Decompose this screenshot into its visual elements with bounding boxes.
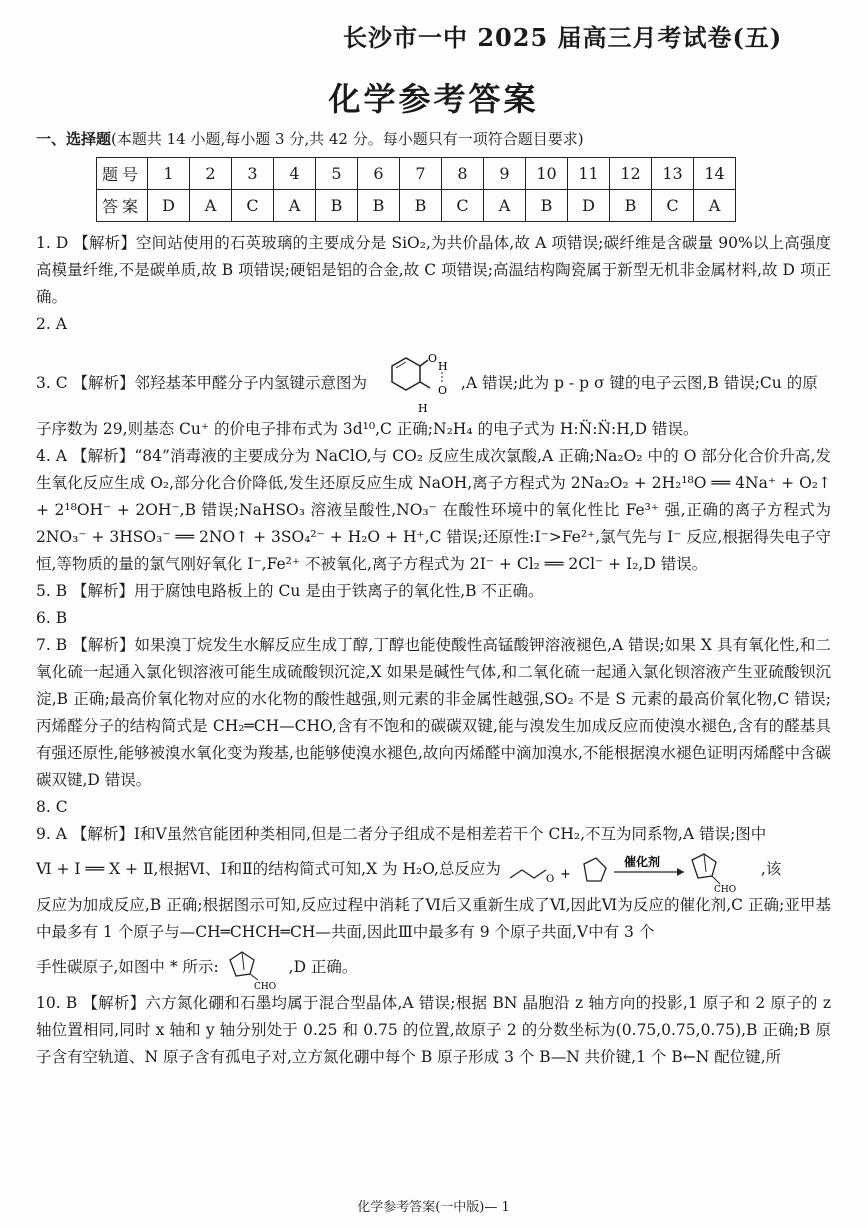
answer-cell: B bbox=[358, 190, 400, 222]
answer-q3 bbox=[36, 352, 831, 443]
number-cell: 8 bbox=[442, 158, 484, 190]
section-note: (本题共 14 小题,每小题 3 分,共 42 分。每小题只有一项符合题目要求) bbox=[111, 130, 584, 148]
o-label: O bbox=[545, 874, 555, 885]
answer-cell: D bbox=[568, 190, 610, 222]
o-label: O bbox=[427, 352, 437, 365]
answer-cell: A bbox=[694, 190, 736, 222]
answer-q10: 10. B 【解析】六方氮化硼和石墨均属于混合型晶体,A 错误;根据 BN 晶胞沿 z 轴方向的投影,1 原子和 2 原子的 z 轴位置相同,同时 x 轴和 y 轴分别处于 0.25 和 0.75 的位置,故原子 2 的分数坐标为(0.75,0.75,0.75),B 正确;B 原子含有空轨道、N 原子含有孤电子对,立方氮化硼中每个 B 原子形成 3 个 B—N 共价键,1 个 B←N 配位键,所 bbox=[36, 994, 831, 1066]
answer-cell: A bbox=[484, 190, 526, 222]
answer-cell: B bbox=[316, 190, 358, 222]
catalyst-label: 催化剂 bbox=[623, 855, 660, 869]
number-cell: 12 bbox=[610, 158, 652, 190]
answer-q6: 6. B bbox=[36, 609, 68, 627]
number-cell: 7 bbox=[400, 158, 442, 190]
number-cell: 6 bbox=[358, 158, 400, 190]
answer-cell: B bbox=[526, 190, 568, 222]
o-label: O bbox=[437, 384, 447, 397]
answer-q5: 5. B 【解析】用于腐蚀电路板上的 Cu 是由于铁离子的氧化性,B 不正确。 bbox=[36, 582, 544, 600]
number-cell: 4 bbox=[274, 158, 316, 190]
number-cell: 11 bbox=[568, 158, 610, 190]
page-footer: 化学参考答案(一中版)— 1 bbox=[357, 1200, 510, 1215]
answer-row bbox=[97, 190, 736, 222]
answer-q1: 1. D 【解析】空间站使用的石英玻璃的主要成分是 SiO₂,为共价晶体,故 A 项错误;碳纤维是含碳量 90%以上高强度高模量纤维,不是碳单质,故 B 项错误;硬铝是铝的合金,故 C 项错误;高温结构陶瓷属于新型无机非金属材料,故 D 项正确。 bbox=[36, 234, 831, 306]
reaction-scheme-icon bbox=[506, 848, 756, 892]
answer-cell: A bbox=[190, 190, 232, 222]
row-label: 题号 bbox=[97, 158, 148, 190]
q9-text-c: ,该 bbox=[760, 860, 782, 878]
answer-q2: 2. A bbox=[36, 315, 67, 333]
school-title: 长沙市一中 2025 届高三月考试卷(五) bbox=[343, 23, 783, 52]
answers-body bbox=[36, 230, 831, 1071]
answer-cell: C bbox=[442, 190, 484, 222]
number-cell: 1 bbox=[148, 158, 190, 190]
answer-q9 bbox=[36, 821, 831, 990]
number-cell: 14 bbox=[694, 158, 736, 190]
q3-text-c: 子序数为 29,则基态 Cu⁺ 的价电子排布式为 3d¹⁰,C 正确;N₂H₄ 的电子式为 H:N̈:N̈:H,D 错误。 bbox=[36, 420, 699, 438]
answer-cell: A bbox=[274, 190, 316, 222]
answer-cell: C bbox=[652, 190, 694, 222]
q9-text-b: Ⅵ + Ⅰ ══ X + Ⅱ,根据Ⅵ、Ⅰ和Ⅱ的结构简式可知,X 为 H₂O,总反应为 bbox=[36, 860, 501, 878]
answer-q7: 7. B 【解析】如果溴丁烷发生水解反应生成丁醇,丁醇也能使酸性高锰酸钾溶液褪色,A 错误;如果 X 具有氧化性,和二氧化硫一起通入氯化钡溶液可能生成硫酸钡沉淀,X 如果是碱性气体,和二氧化硫一起通入氯化钡溶液产生亚硫酸钡沉淀,B 正确;最高价氧化物对应的水化物的酸性越强,则元素的非金属性越强,SO₂ 不是 S 元素的最高价氧化物,C 错误;丙烯醛分子的结构简式是 CH₂═CH—CHO,含有不饱和的碳碳双键,能与溴发生加成反应而使溴水褪色,含有的醛基具有强还原性,能够被溴水氧化变为羧基,也能够使溴水褪色,故向丙烯醛中滴加溴水,不能根据溴水褪色证明丙烯醛中含碳碳双键,D 错误。 bbox=[36, 636, 831, 789]
q9-text-d: 反应为加成反应,B 正确;根据图示可知,反应过程中消耗了Ⅵ后又重新生成了Ⅵ,因此Ⅵ为反应的催化剂,C 正确;亚甲基中最多有 1 个原子与—CH═CHCH═CH—共面,因此Ⅲ中最多有 9 个原子共面,Ⅴ中有 3 个 bbox=[36, 896, 831, 941]
q3-text-a: 3. C 【解析】邻羟基苯甲醛分子内氢键示意图为 bbox=[36, 374, 368, 392]
answer-q8: 8. C bbox=[36, 798, 68, 816]
chiral-structure-icon bbox=[224, 946, 284, 990]
section-heading bbox=[36, 128, 584, 149]
answer-cell: D bbox=[148, 190, 190, 222]
number-cell: 13 bbox=[652, 158, 694, 190]
svg-text:+: + bbox=[559, 867, 571, 882]
number-row bbox=[97, 158, 736, 190]
row-label: 答案 bbox=[97, 190, 148, 222]
h-label: H bbox=[437, 360, 448, 373]
number-cell: 3 bbox=[232, 158, 274, 190]
cho-label: CHO bbox=[253, 982, 276, 990]
answer-cell: B bbox=[610, 190, 652, 222]
q9-text-f: ,D 正确。 bbox=[288, 958, 358, 976]
cho-label: CHO bbox=[713, 885, 736, 892]
q3-text-b: ,A 错误;此为 p - p σ 键的电子云图,B 错误;Cu 的原 bbox=[460, 374, 818, 392]
answer-table bbox=[96, 157, 736, 222]
number-cell: 10 bbox=[526, 158, 568, 190]
section-label: 一、选择题 bbox=[36, 130, 112, 148]
answer-cell: B bbox=[400, 190, 442, 222]
page-title: 化学参考答案 bbox=[328, 80, 539, 118]
q9-text-a: 9. A 【解析】Ⅰ和Ⅴ虽然官能团种类相同,但是二者分子组成不是相差若干个 CH₂,不互为同系物,A 错误;图中 bbox=[36, 825, 767, 843]
number-cell: 2 bbox=[190, 158, 232, 190]
number-cell: 9 bbox=[484, 158, 526, 190]
number-cell: 5 bbox=[316, 158, 358, 190]
h-label: H bbox=[417, 402, 428, 415]
hydrogen-bond-structure-icon bbox=[372, 352, 456, 416]
answer-cell: C bbox=[232, 190, 274, 222]
q9-text-e: 手性碳原子,如图中 * 所示: bbox=[36, 958, 219, 976]
answer-q4: 4. A 【解析】“84”消毒液的主要成分为 NaClO,与 CO₂ 反应生成次氯酸,A 正确;Na₂O₂ 中的 O 部分化合价升高,发生氧化反应生成 O₂,部分化合价降低,发生还原反应生成 NaOH,离子方程式为 2Na₂O₂ + 2H₂¹⁸O ══ 4Na⁺ + O₂↑ + 2¹⁸OH⁻ + 2OH⁻,B 错误;NaHSO₃ 溶液呈酸性,NO₃⁻ 在酸性环境中的氧化性比 Fe³⁺ 强,正确的离子方程式为 2NO₃⁻ + 3HSO₃⁻ ══ 2NO↑ + 3SO₄²⁻ + H₂O + H⁺,C 错误;还原性:I⁻>Fe²⁺,氯气先与 I⁻ 反应,根据得失电子守恒,等物质的量的氯气刚好氧化 I⁻,Fe²⁺ 不被氧化,离子方程式为 2I⁻ + Cl₂ ══ 2Cl⁻ + I₂,D 错误。 bbox=[36, 447, 831, 573]
